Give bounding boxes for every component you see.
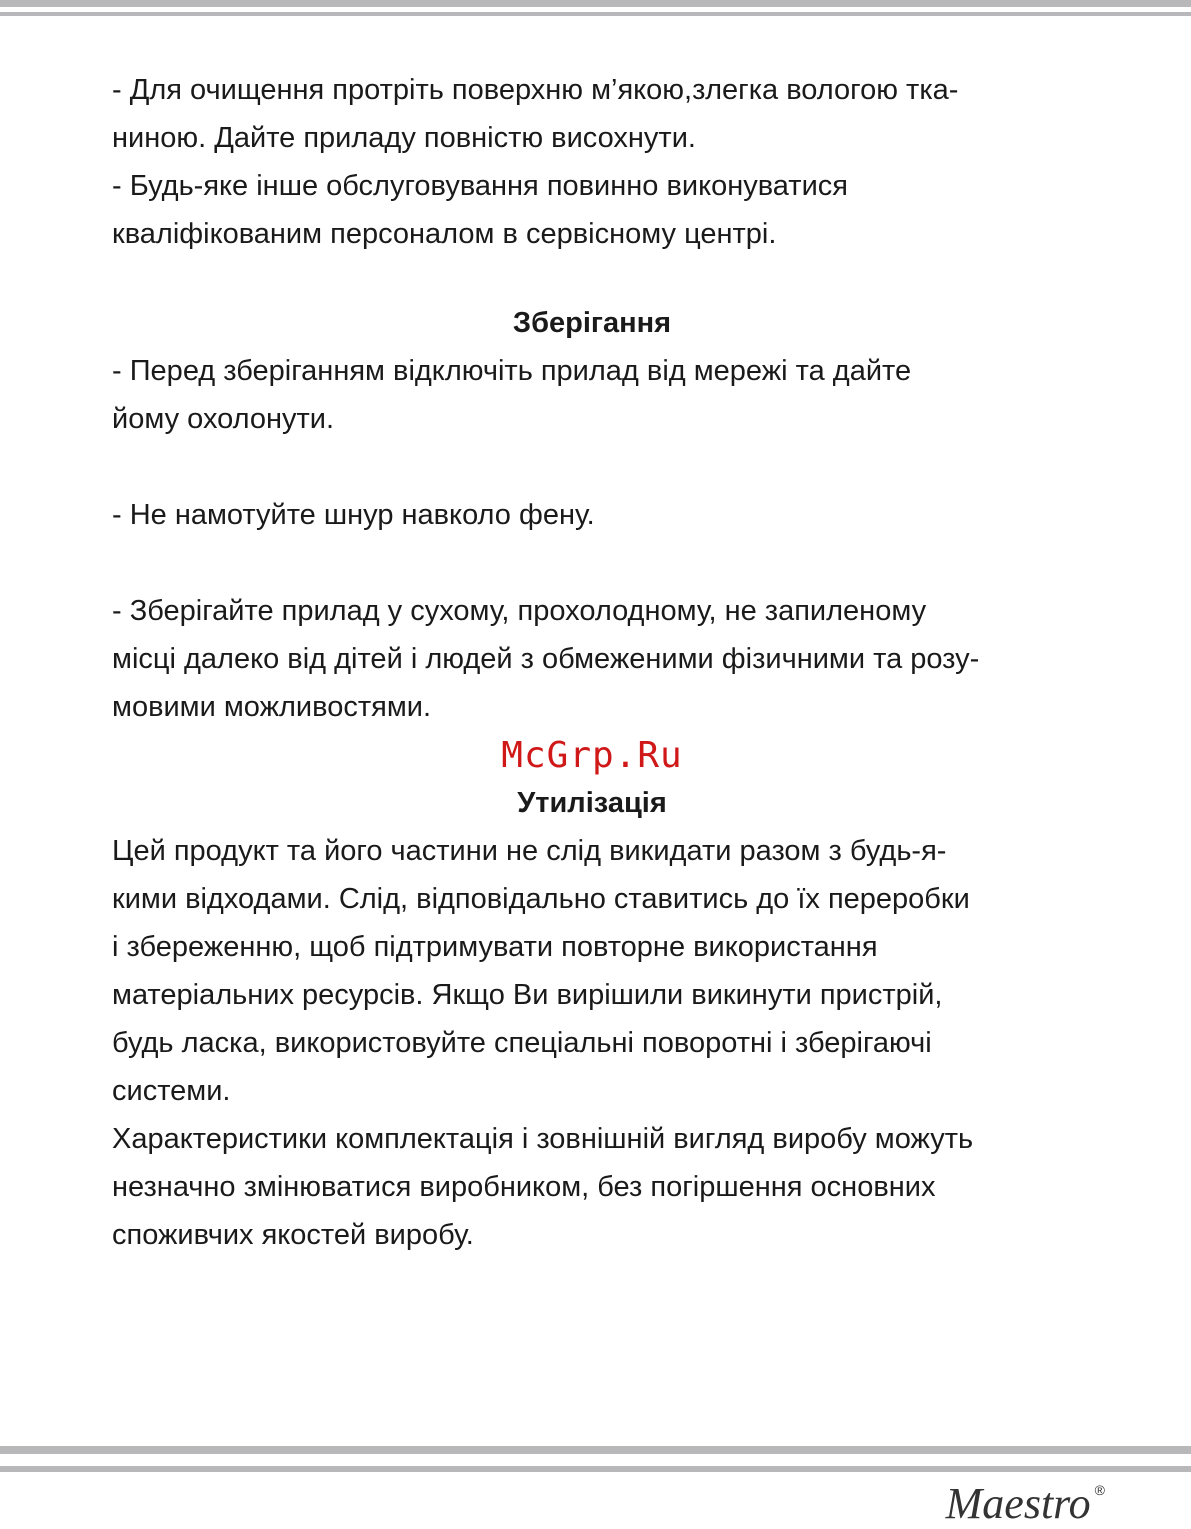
disposal-line: будь ласка, використовуйте спеціальні поворотні і зберігаючі [112, 1027, 932, 1059]
disposal-line: і збереженню, щоб підтримувати повторне використання [112, 931, 878, 963]
disposal-line: системи. [112, 1075, 231, 1107]
storage-section [112, 347, 1072, 731]
cleaning-line: ниною. Дайте приладу повністю висохнути. [112, 122, 696, 154]
storage-line: - Не намотуйте шнур навколо фену. [112, 499, 595, 531]
storage-line: - Перед зберіганням відключіть прилад від мережі та дайте [112, 355, 912, 387]
storage-line: - Зберігайте прилад у сухому, прохолодному, не запиленому [112, 595, 927, 627]
cleaning-line: кваліфікованим персоналом в сервісному центрі. [112, 218, 777, 250]
top-rule-thick [0, 0, 1191, 7]
cleaning-section [112, 66, 1072, 258]
disposal-line: матеріальних ресурсів. Якщо Ви вирішили викинути пристрій, [112, 979, 943, 1011]
disposal-line: кими відходами. Слід, відповідально ставитись до їх переробки [112, 883, 970, 915]
storage-line: місці далеко від дітей і людей з обмеженими фізичними та розу- [112, 643, 980, 675]
cleaning-line: - Для очищення протріть поверхню м’якою,злегка вологою тка- [112, 74, 959, 106]
storage-heading: Зберігання [512, 307, 672, 339]
disposal-line: незначно змінюватися виробником, без погіршення основних [112, 1171, 936, 1203]
cleaning-line: - Будь-яке інше обслуговування повинно виконуватися [112, 170, 848, 202]
registered-mark: ® [1094, 1482, 1105, 1498]
brand-name: Maestro [945, 1479, 1091, 1528]
storage-line: йому охолонути. [112, 403, 335, 435]
disposal-section [112, 827, 1072, 1259]
disposal-line: Цей продукт та його частини не слід викидати разом з будь-я- [112, 835, 947, 867]
disposal-heading: Утилізація [517, 787, 667, 819]
storage-line: мовими можливостями. [112, 691, 432, 723]
bottom-rule-thick [0, 1446, 1191, 1454]
disposal-line: споживчих якостей виробу. [112, 1219, 474, 1251]
watermark-text: McGrp.Ru [501, 735, 683, 776]
disposal-line: Характеристики комплектація і зовнішній вигляд виробу можуть [112, 1123, 974, 1155]
spacer [112, 539, 1072, 587]
spacer [112, 443, 1072, 491]
brand-logo [946, 1478, 1105, 1529]
bottom-rule-thin [0, 1466, 1191, 1472]
page-content [112, 66, 1072, 1259]
top-rule-thin [0, 12, 1191, 16]
